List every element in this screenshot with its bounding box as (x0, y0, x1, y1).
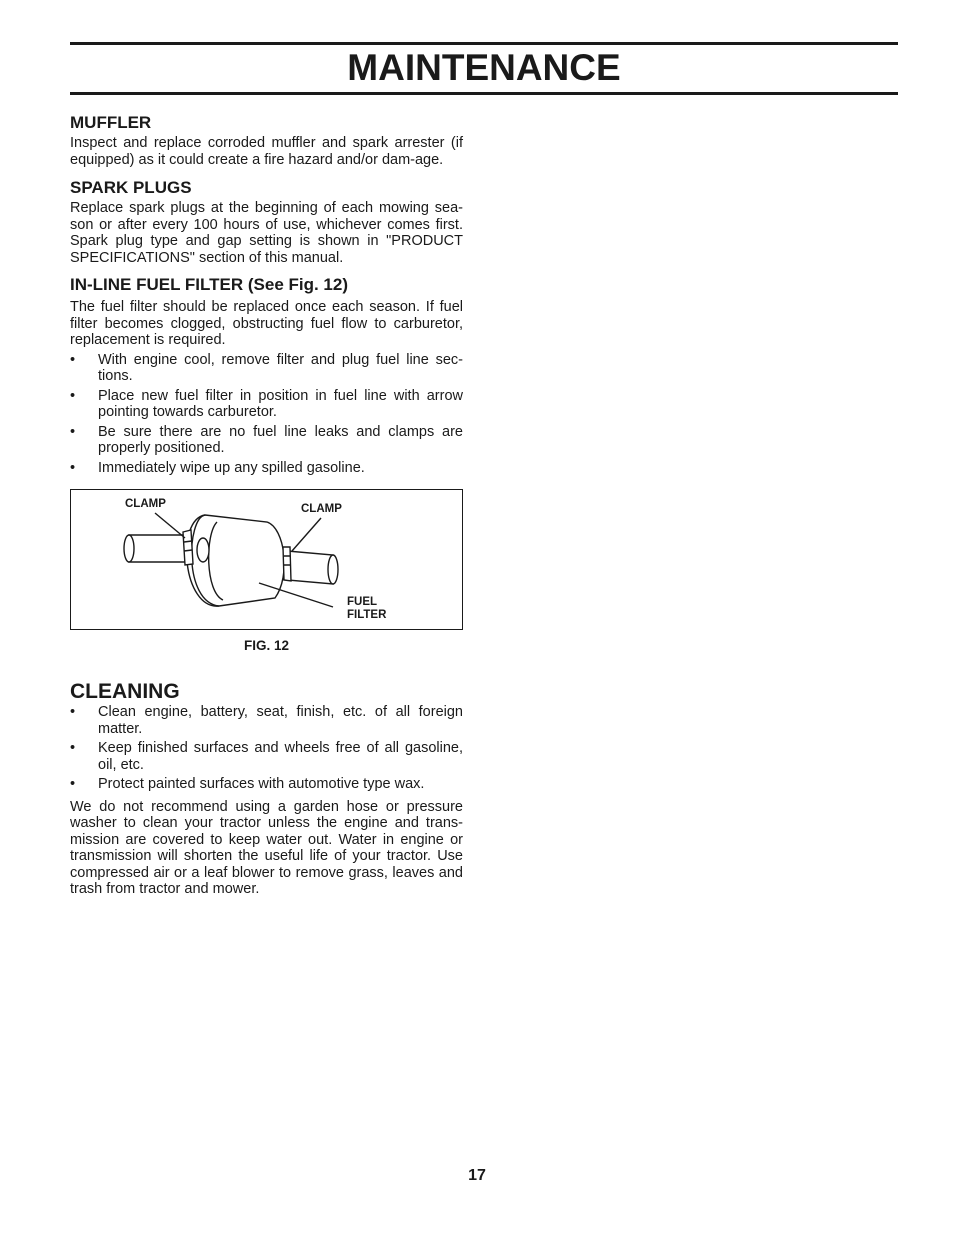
list-item-text: Keep finished surfaces and wheels free of all gasoline, oil, etc. (98, 740, 463, 773)
left-clamp-leader-line (155, 513, 185, 538)
fuel-filter-label-line1: FUEL (347, 596, 378, 608)
list-item (70, 424, 463, 457)
page-number: 17 (468, 1167, 486, 1184)
muffler-text: Inspect and replace corroded muffler and spark arrester (if equipped) as it could create a fire hazard and/or dam-age. (70, 135, 463, 168)
list-item-text: Place new fuel filter in position in fuel line with arrow pointing towards carburetor. (98, 387, 463, 420)
cleaning-heading: CLEANING (70, 680, 180, 703)
spark-plugs-section (70, 178, 463, 266)
list-item (70, 776, 463, 793)
list-item-text: Be sure there are no fuel line leaks and clamps are properly positioned. (98, 423, 463, 456)
bullet-glyph: • (70, 387, 76, 404)
header-rule-bottom (70, 92, 898, 95)
figure-12-box (70, 489, 463, 630)
bullet-glyph: • (70, 459, 76, 476)
bullet-glyph: • (70, 351, 76, 368)
list-item (70, 704, 463, 737)
list-item-text: Immediately wipe up any spilled gasoline. (98, 459, 365, 476)
fuel-filter-section (70, 275, 463, 653)
filter-inlet-boss (197, 538, 209, 562)
muffler-section (70, 113, 463, 168)
right-clamp-shape (283, 547, 291, 581)
bullet-glyph: • (70, 740, 76, 756)
list-item (70, 388, 463, 421)
left-hose-opening (124, 535, 134, 562)
spark-plugs-heading: SPARK PLUGS (70, 178, 192, 197)
cleaning-text: We do not recommend using a garden hose or pressure washer to clean your tractor unless the engine and trans-mission are covered to keep water out. Water in engine or transmission will shorten the useful life of your tractor. Use compressed air or a leaf blower to remove grass, leaves and trash from tractor and mower. (70, 798, 463, 897)
list-item (70, 460, 463, 477)
figure-caption: FIG. 12 (243, 638, 289, 653)
fuel-filter-label-line2: FILTER (347, 609, 387, 621)
left-column (70, 113, 463, 898)
fuel-filter-text: The fuel filter should be replaced once each season. If fuel filter becomes clogged, obstructing fuel flow to carburetor, replacement is required. (70, 299, 463, 348)
fuel-filter-bullet-list (70, 352, 463, 477)
fuel-filter-heading: IN-LINE FUEL FILTER (See Fig. 12) (70, 275, 349, 294)
list-item (70, 352, 463, 385)
left-clamp-shape (183, 530, 193, 565)
right-hose-opening (328, 555, 338, 584)
cleaning-section (70, 680, 463, 898)
list-item (70, 740, 463, 773)
bullet-glyph: • (70, 704, 76, 720)
fuel-filter-label (347, 596, 386, 622)
right-clamp-label: CLAMP (301, 503, 342, 515)
bullet-glyph: • (70, 423, 76, 440)
bullet-glyph: • (70, 776, 76, 792)
list-item-text: Protect painted surfaces with automotive type wax. (98, 776, 425, 792)
page-title: MAINTENANCE (347, 47, 621, 88)
list-item-text: With engine cool, remove filter and plug fuel line sec-tions. (98, 351, 463, 384)
muffler-heading: MUFFLER (70, 113, 152, 132)
right-clamp-leader-line (292, 518, 321, 551)
left-clamp-label: CLAMP (125, 498, 166, 510)
list-item-text: Clean engine, battery, seat, finish, etc. of all foreign matter. (98, 704, 463, 737)
cleaning-bullet-list (70, 704, 463, 793)
spark-plugs-text: Replace spark plugs at the beginning of each mowing sea-son or after every 100 hours of use, whichever comes first. Spark plug type and gap setting is shown in "PRODUCT SPECIFICATIONS" section of this manual. (70, 200, 463, 266)
